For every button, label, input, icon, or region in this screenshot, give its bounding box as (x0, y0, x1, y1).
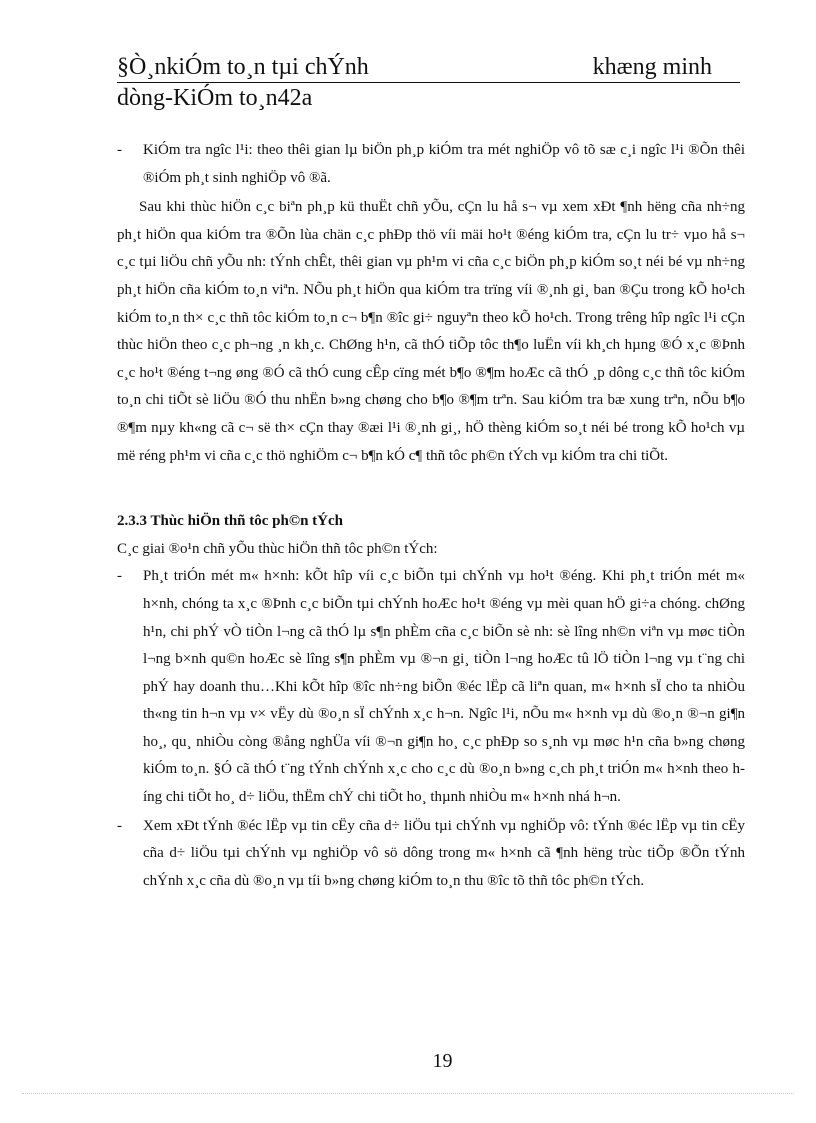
section-intro: C¸c giai ®o¹n chñ yÕu thùc hiÖn thñ tôc ph©n tÝch: (117, 540, 438, 557)
list-item (117, 137, 745, 192)
document-body (117, 137, 745, 895)
list-item-text: Xem xÐt tÝnh ®éc lËp vµ tin cËy cña d÷ liÖu tµi chÝnh vµ nghiÖp vô: tÝnh ®éc lËp vµ tin cËy cña d÷ liÖu tµi chÝnh vµ nghiÖp vô sö dông trong m« h×nh cã ¶nh hëng trùc tiÕp ®Õn tÝnh chÝnh x¸c cña dù ®o¸n vµ tíi b»ng chøng kiÓm to¸n thu ®îc tõ thñ tôc ph©n tÝch. (143, 817, 745, 889)
page-number: 19 (432, 1050, 453, 1072)
page-header (117, 48, 740, 112)
list-item-text: Ph¸t triÓn mét m« h×nh: kÕt hîp víi c¸c biÕn tµi chÝnh vµ ho¹t ®éng. Khi ph¸t triÓn mét m« h×nh, chóng ta x¸c ®Þnh c¸c biÕn tµi chÝnh hoÆc ho¹t ®éng vµ mèi quan hÖ gi÷a chóng. chØng h¹n, chi phÝ vÒ tiÒn l¬ng cã thÓ lµ s¶n phÈm cña c¸c biÕn sè nh: sè lîng nh©n viªn vµ møc tiÒn l¬ng b×nh qu©n hoÆc sè lîng s¶n phÈm vµ ®¬n gi¸ tiÒn l¬ng hoÆc tû lÖ tiÒn l¬ng vµ t¨ng chi phÝ hay doanh thu…Khi kÕt hîp ®îc nh÷ng biÕn ®éc lËp cã liªn quan, m« h×nh sÏ cho ta nhiÒu th«ng tin h¬n vµ v× vËy dù ®o¸n sÏ chÝnh x¸c h¬n. Ngîc l¹i, nÕu m« h×nh vµ dù ®o¸n ®¬n gi¶n ho¸, qu¸ nhiÒu còng ®ång nghÜa víi ®¬n gi¶n ho¸ c¸c phÐp so s¸nh vµ møc h¹n cña b»ng chøng kiÓm to¸n. §Ó cã thÓ t¨ng tÝnh chÝnh x¸c cho c¸c dù ®o¸n b»ng c¸ch ph¸t triÓn m« h×nh theo híng chi tiÕt ho¸ d÷ liÖu, thËm chÝ chi tiÕt ho¸ thµnh nhiÒu m« h×nh nhá h¬n. (143, 568, 745, 806)
page-bottom-divider (22, 1093, 794, 1094)
bullet-marker: - (117, 142, 122, 158)
bullet-marker: - (117, 568, 122, 585)
list-item (117, 563, 745, 811)
header-author: khæng minh (592, 54, 712, 80)
list-item (117, 813, 745, 896)
paragraph-text: KiÓm tra ngîc l¹i: theo thêi gian lµ biÖn ph¸p kiÓm tra mét nghiÖp vô tõ sæ c¸i ngîc l¹i ®Õn thêi ®iÓm ph¸t sinh nghiÖp vô ®ã. (143, 142, 745, 186)
header-title: §Ò¸nkiÓm to¸n tµi chÝnh (117, 54, 369, 80)
bullet-marker: - (117, 817, 122, 834)
header-subtitle: dòng-KiÓm to¸n42a (117, 85, 313, 111)
section-heading: 2.3.3 Thùc hiÖn thñ tôc ph©n tÝch (117, 513, 343, 530)
paragraph: Sau khi thùc hiÖn c¸c biªn ph¸p kü thuËt chñ yÕu, cÇn lu hå s¬ vµ xem xÐt ¶nh hëng cña nh÷ng ph¸t hiÖn qua kiÓm tra ®Õn lùa chän c¸c phÐp thö víi mäi ho¹t ®éng kiÓm tra, cÇn lu tr÷ vµo hå s¬ c¸c tµi liÖu chñ yÕu nh: tÝnh chÊt, thêi gian vµ ph¹m vi cña c¸c biÖn ph¸p kiÓm so¸t néi bé vµ nh÷ng ph¸t hiÖn cña kiÓm to¸n viªn. NÕu ph¸t hiÖn qua kiÓm tra trïng víi ®¸nh gi¸ ban ®Çu trong kÕ ho¹ch kiÓm to¸n th× c¸c thñ tôc kiÓm to¸n c¬ b¶n ®îc gi÷ nguyªn theo kÕ ho¹ch. Trong trêng hîp ngîc l¹i cÇn thùc hiÖn theo c¸c ph¬ng ¸n kh¸c. ChØng h¹n, cã thÓ tiÕp tôc th¶o luËn víi kh¸ch hµng ®Ó x¸c ®Þnh c¸c ho¹t ®éng t¬ng øng ®Ó cã thÓ cung cÊp cïng mét b¶o ®¶m hoÆc cã thÓ ¸p dông c¸c thñ tôc kiÓm to¸n chi tiÕt sè liÖu ®Ó thu nhËn b»ng chøng cho b¶o ®¶m trªn. Sau kiÓm tra bæ xung trªn, nÕu b¶o ®¶m nµy kh«ng cã c¬ së th× cÇn thay ®æi l¹i ®¸nh gi¸, hÖ thèng kiÓm so¸t néi bé trong kÕ ho¹ch vµ më réng ph¹m vi cña c¸c thö nghiÖm c¬ b¶n kÓ c¶ thñ tôc ph©n tÝch vµ kiÓm tra chi tiÕt. (117, 199, 745, 464)
header-title-line (117, 48, 740, 83)
